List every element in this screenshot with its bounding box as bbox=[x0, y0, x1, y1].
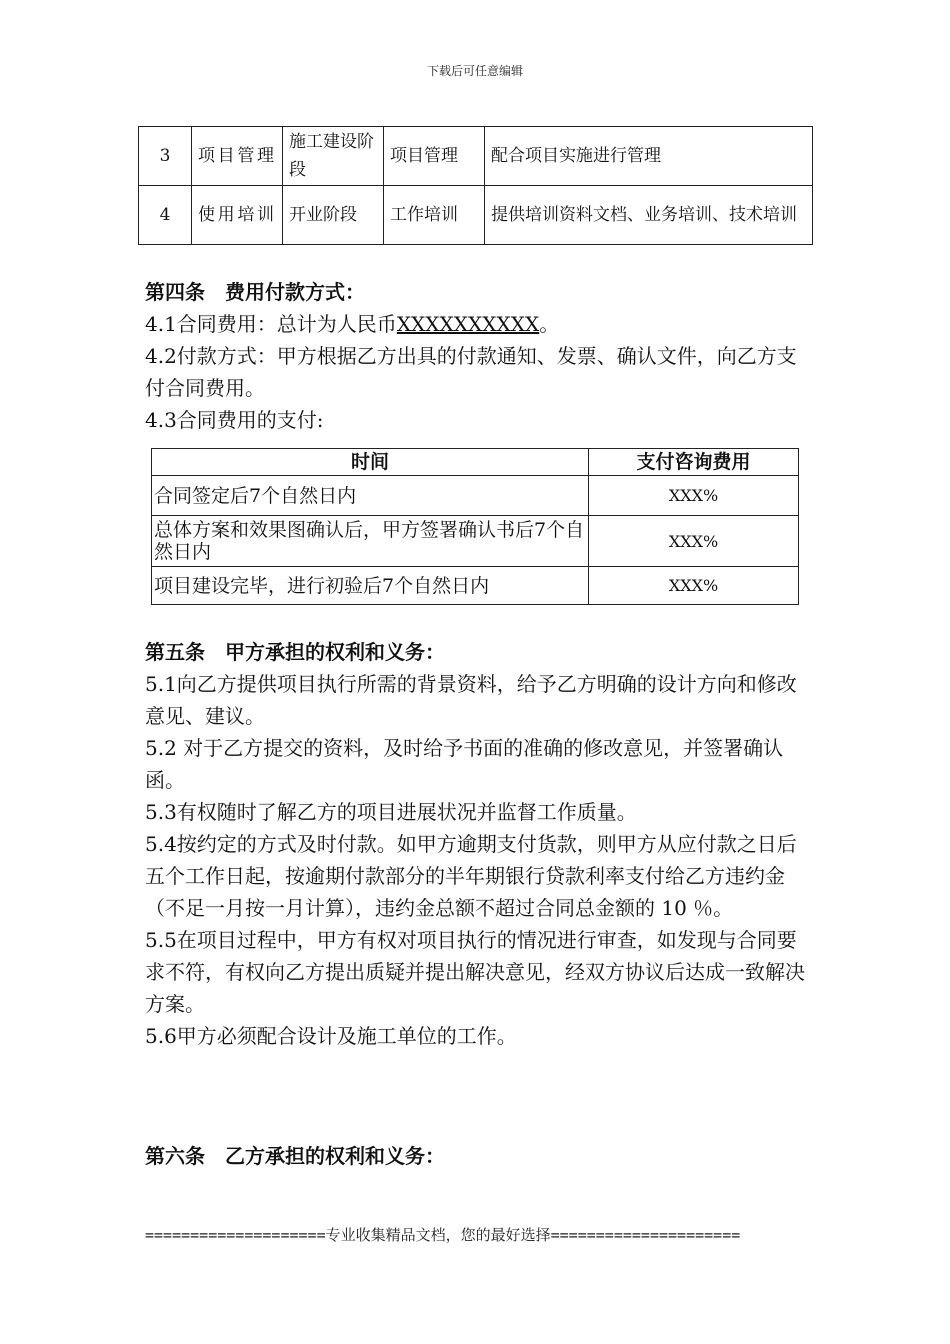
article4-section bbox=[145, 276, 810, 436]
article5-item: 5.2 对于乙方提交的资料，及时给予书面的准确的修改意见，并签署确认函。 bbox=[145, 736, 784, 792]
article5-item: 5.3有权随时了解乙方的项目进展状况并监督工作质量。 bbox=[145, 800, 637, 824]
row-number: 3 bbox=[139, 127, 192, 186]
footer-note: ====================专业收集精品文档，您的最好选择===================== bbox=[145, 1226, 741, 1244]
schedule-table bbox=[138, 126, 813, 245]
article5-section bbox=[145, 636, 810, 1052]
table-row bbox=[152, 567, 799, 605]
article4-p3: 4.3合同费用的支付: bbox=[145, 408, 324, 432]
payment-time: 总体方案和效果图确认后，甲方签署确认书后7个自然日内 bbox=[152, 516, 589, 567]
article6-heading: 第六条 乙方承担的权利和义务： bbox=[145, 1144, 445, 1168]
article4-p2: 4.2付款方式：甲方根据乙方出具的付款通知、发票、确认文件，向乙方支付合同费用。 bbox=[145, 344, 797, 400]
payment-table bbox=[151, 448, 799, 605]
payment-time: 项目建设完毕，进行初验后7个自然日内 bbox=[152, 567, 589, 605]
p1-prefix: 4.1合同费用：总计为人民币 bbox=[145, 312, 397, 336]
row-item: 使用培训 bbox=[192, 186, 283, 245]
payment-fee: XXX% bbox=[589, 516, 799, 567]
row-content: 提供培训资料文档、业务培训、技术培训 bbox=[485, 186, 813, 245]
payment-header-row bbox=[152, 449, 799, 476]
table-row bbox=[139, 186, 813, 245]
article5-item: 5.6甲方必须配合设计及施工单位的工作。 bbox=[145, 1024, 517, 1048]
article5-heading: 第五条 甲方承担的权利和义务： bbox=[145, 640, 445, 664]
header-note: 下载后可任意编辑 bbox=[426, 64, 523, 78]
payment-fee: XXX% bbox=[589, 476, 799, 516]
header-fee: 支付咨询费用 bbox=[589, 449, 799, 476]
table-row bbox=[152, 516, 799, 567]
row-item: 项目管理 bbox=[192, 127, 283, 186]
article4-p1 bbox=[145, 308, 810, 340]
row-content: 配合项目实施进行管理 bbox=[485, 127, 813, 186]
article5-item: 5.1向乙方提供项目执行所需的背景资料，给予乙方明确的设计方向和修改意见、建议。 bbox=[145, 672, 797, 728]
payment-time: 合同签定后7个自然日内 bbox=[152, 476, 589, 516]
article5-item: 5.5在项目过程中，甲方有权对项目执行的情况进行审查，如发现与合同要求不符，有权向乙方提出质疑并提出解决意见，经双方协议后达成一致解决方案。 bbox=[145, 928, 805, 1016]
row-work: 工作培训 bbox=[384, 186, 485, 245]
row-work: 项目管理 bbox=[384, 127, 485, 186]
row-number: 4 bbox=[139, 186, 192, 245]
p1-suffix: 。 bbox=[539, 312, 560, 336]
row-stage: 施工建设阶段 bbox=[283, 127, 384, 186]
payment-fee: XXX% bbox=[589, 567, 799, 605]
table-row bbox=[152, 476, 799, 516]
article4-heading: 第四条 费用付款方式： bbox=[145, 280, 365, 304]
table-row bbox=[139, 127, 813, 186]
header-time: 时间 bbox=[152, 449, 589, 476]
article5-item: 5.4按约定的方式及时付款。如甲方逾期支付货款，则甲方从应付款之日后 五个工作日起，按逾期付款部分的半年期银行贷款利率支付给乙方违约金（不足一月按一月计算），违约金总额不超过合同总金额的 10 ％。 bbox=[145, 832, 797, 920]
row-stage: 开业阶段 bbox=[283, 186, 384, 245]
contract-amount: XXXXXXXXXX bbox=[396, 312, 540, 336]
